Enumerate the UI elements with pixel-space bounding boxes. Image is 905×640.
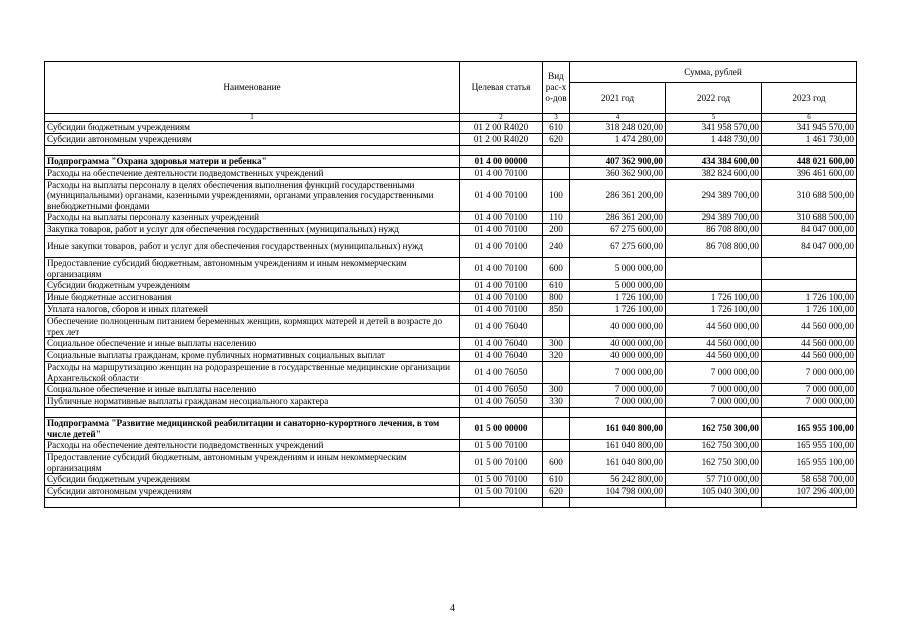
row-sum-2023: 341 945 570,00	[762, 122, 857, 134]
row-target-article: 01 5 00 70100	[460, 486, 543, 498]
row-sum-2022: 105 040 300,00	[666, 486, 762, 498]
row-expense-type: 610	[543, 474, 570, 486]
row-sum-2022: 341 958 570,00	[666, 122, 762, 134]
row-target-article: 01 5 00 70100	[460, 440, 543, 452]
row-sum-2023: 165 955 100,00	[762, 418, 857, 440]
column-number: 2	[460, 114, 543, 122]
row-expense-type	[543, 362, 570, 384]
row-sum-2023: 44 560 000,00	[762, 338, 857, 350]
row-sum-2022: 86 708 800,00	[666, 236, 762, 258]
row-expense-type: 850	[543, 304, 570, 316]
row-sum-2021: 40 000 000,00	[570, 350, 666, 362]
blank-row	[45, 498, 857, 508]
row-expense-type	[543, 408, 570, 418]
column-number: 1	[45, 114, 460, 122]
row-sum-2021: 40 000 000,00	[570, 338, 666, 350]
row-expense-type: 200	[543, 224, 570, 236]
header-name: Наименование	[45, 62, 460, 114]
row-sum-2022: 162 750 300,00	[666, 418, 762, 440]
row-sum-2021: 40 000 000,00	[570, 316, 666, 338]
row-sum-2023: 396 461 600,00	[762, 168, 857, 180]
row-target-article: 01 4 00 76040	[460, 350, 543, 362]
row-target-article: 01 4 00 76040	[460, 316, 543, 338]
row-sum-2021: 161 040 800,00	[570, 440, 666, 452]
row-target-article: 01 4 00 70100	[460, 258, 543, 280]
row-target-article: 01 4 00 70100	[460, 292, 543, 304]
row-target-article: 01 4 00 70100	[460, 236, 543, 258]
table-row	[45, 452, 857, 474]
row-target-article: 01 2 00 R4020	[460, 134, 543, 146]
row-target-article: 01 2 00 R4020	[460, 122, 543, 134]
row-sum-2021: 318 248 020,00	[570, 122, 666, 134]
table-row	[45, 292, 857, 304]
row-sum-2022: 382 824 600,00	[666, 168, 762, 180]
row-sum-2021: 67 275 600,00	[570, 224, 666, 236]
row-sum-2022: 7 000 000,00	[666, 396, 762, 408]
table-row	[45, 440, 857, 452]
header-year-2023: 2023 год	[762, 83, 857, 114]
table-row	[45, 224, 857, 236]
row-expense-type: 610	[543, 280, 570, 292]
row-sum-2021: 7 000 000,00	[570, 384, 666, 396]
row-name: Публичные нормативные выплаты гражданам несоциального характера	[45, 396, 460, 408]
row-name: Расходы на выплаты персоналу в целях обеспечения выполнения функций государственными (муниципальными) органами, казенными учреждениями, органами управления государственными внебюджетными фондами	[45, 180, 460, 212]
row-sum-2021: 1 726 100,00	[570, 304, 666, 316]
row-name: Субсидии бюджетным учреждениям	[45, 280, 460, 292]
header-year-2021: 2021 год	[570, 83, 666, 114]
row-name: Социальное обеспечение и иные выплаты населению	[45, 338, 460, 350]
table-row	[45, 384, 857, 396]
row-expense-type: 600	[543, 452, 570, 474]
row-sum-2023: 1 726 100,00	[762, 304, 857, 316]
row-sum-2021: 7 000 000,00	[570, 396, 666, 408]
row-target-article: 01 4 00 70100	[460, 168, 543, 180]
row-name: Социальные выплаты гражданам, кроме публичных нормативных социальных выплат	[45, 350, 460, 362]
row-sum-2022: 57 710 000,00	[666, 474, 762, 486]
table-row	[45, 236, 857, 258]
row-target-article: 01 4 00 00000	[460, 156, 543, 168]
table-row	[45, 168, 857, 180]
table-row	[45, 350, 857, 362]
row-sum-2022: 44 560 000,00	[666, 316, 762, 338]
row-expense-type: 300	[543, 384, 570, 396]
row-expense-type: 300	[543, 338, 570, 350]
row-expense-type: 620	[543, 134, 570, 146]
table-row	[45, 122, 857, 134]
subprogram-row	[45, 156, 857, 168]
row-sum-2023: 44 560 000,00	[762, 316, 857, 338]
row-name: Иные закупки товаров, работ и услуг для обеспечения государственных (муниципальных) нужд	[45, 236, 460, 258]
table-row	[45, 258, 857, 280]
row-name	[45, 408, 460, 418]
row-expense-type	[543, 316, 570, 338]
row-sum-2023: 107 296 400,00	[762, 486, 857, 498]
table-row	[45, 396, 857, 408]
row-sum-2021: 286 361 200,00	[570, 180, 666, 212]
column-number: 4	[570, 114, 666, 122]
row-name: Закупка товаров, работ и услуг для обеспечения государственных (муниципальных) нужд	[45, 224, 460, 236]
row-sum-2023: 165 955 100,00	[762, 440, 857, 452]
row-sum-2022: 1 726 100,00	[666, 292, 762, 304]
row-sum-2023: 7 000 000,00	[762, 362, 857, 384]
row-expense-type: 240	[543, 236, 570, 258]
table-row	[45, 304, 857, 316]
row-sum-2023: 1 461 730,00	[762, 134, 857, 146]
row-target-article: 01 5 00 00000	[460, 418, 543, 440]
row-expense-type	[543, 168, 570, 180]
row-sum-2022	[666, 280, 762, 292]
row-sum-2022	[666, 258, 762, 280]
row-expense-type: 320	[543, 350, 570, 362]
row-target-article: 01 5 00 70100	[460, 474, 543, 486]
header-year-2022: 2022 год	[666, 83, 762, 114]
row-name: Предоставление субсидий бюджетным, автономным учреждениям и иным некоммерческим организациям	[45, 452, 460, 474]
row-sum-2021: 161 040 800,00	[570, 452, 666, 474]
row-target-article: 01 4 00 70100	[460, 180, 543, 212]
budget-table	[44, 61, 857, 508]
row-sum-2022	[666, 146, 762, 156]
row-expense-type: 800	[543, 292, 570, 304]
row-target-article: 01 4 00 70100	[460, 304, 543, 316]
table-row	[45, 362, 857, 384]
row-sum-2021: 67 275 600,00	[570, 236, 666, 258]
row-target-article: 01 4 00 70100	[460, 280, 543, 292]
table-row	[45, 280, 857, 292]
row-name: Обеспечение полноценным питанием беременных женщин, кормящих матерей и детей в возрасте до трех лет	[45, 316, 460, 338]
row-sum-2023: 310 688 500,00	[762, 212, 857, 224]
row-sum-2021: 5 000 000,00	[570, 280, 666, 292]
row-sum-2021: 104 798 000,00	[570, 486, 666, 498]
row-target-article: 01 4 00 70100	[460, 212, 543, 224]
row-name: Предоставление субсидий бюджетным, автономным учреждениям и иным некоммерческим организациям	[45, 258, 460, 280]
row-sum-2021: 5 000 000,00	[570, 258, 666, 280]
row-target-article: 01 4 00 70100	[460, 224, 543, 236]
row-expense-type: 330	[543, 396, 570, 408]
header-expense-type: Вид рас-хо-дов	[543, 62, 570, 114]
row-sum-2023: 310 688 500,00	[762, 180, 857, 212]
row-sum-2022: 7 000 000,00	[666, 362, 762, 384]
row-target-article	[460, 146, 543, 156]
row-expense-type	[543, 418, 570, 440]
row-sum-2021: 407 362 900,00	[570, 156, 666, 168]
row-expense-type	[543, 440, 570, 452]
row-sum-2022: 86 708 800,00	[666, 224, 762, 236]
row-expense-type	[543, 498, 570, 508]
row-sum-2022	[666, 408, 762, 418]
row-sum-2023: 1 726 100,00	[762, 292, 857, 304]
row-name: Подпрограмма "Развитие медицинской реабилитации и санаторно-курортного лечения, в том числе детей"	[45, 418, 460, 440]
row-sum-2021	[570, 408, 666, 418]
row-sum-2021: 161 040 800,00	[570, 418, 666, 440]
row-name: Расходы на выплаты персоналу казенных учреждений	[45, 212, 460, 224]
table-row	[45, 474, 857, 486]
row-name: Расходы на обеспечение деятельности подведомственных учреждений	[45, 440, 460, 452]
row-name: Субсидии бюджетным учреждениям	[45, 474, 460, 486]
row-sum-2022: 294 389 700,00	[666, 212, 762, 224]
row-expense-type: 100	[543, 180, 570, 212]
row-sum-2023: 448 021 600,00	[762, 156, 857, 168]
row-name	[45, 498, 460, 508]
table-row	[45, 486, 857, 498]
row-sum-2022: 44 560 000,00	[666, 350, 762, 362]
table-row	[45, 316, 857, 338]
row-target-article: 01 4 00 76050	[460, 396, 543, 408]
row-name: Субсидии автономным учреждениям	[45, 134, 460, 146]
table-row	[45, 180, 857, 212]
row-expense-type	[543, 156, 570, 168]
blank-row	[45, 408, 857, 418]
row-expense-type	[543, 146, 570, 156]
blank-row	[45, 146, 857, 156]
row-target-article: 01 5 00 70100	[460, 452, 543, 474]
row-sum-2023: 7 000 000,00	[762, 384, 857, 396]
row-sum-2023	[762, 498, 857, 508]
row-target-article: 01 4 00 76050	[460, 362, 543, 384]
row-expense-type: 610	[543, 122, 570, 134]
row-sum-2022: 7 000 000,00	[666, 384, 762, 396]
row-sum-2023	[762, 146, 857, 156]
row-sum-2022: 162 750 300,00	[666, 440, 762, 452]
row-sum-2022	[666, 498, 762, 508]
table-body	[45, 122, 857, 508]
row-sum-2022: 1 726 100,00	[666, 304, 762, 316]
header-sum: Сумма, рублей	[570, 62, 857, 83]
row-name: Уплата налогов, сборов и иных платежей	[45, 304, 460, 316]
header-target-article: Целевая статья	[460, 62, 543, 114]
row-sum-2022: 162 750 300,00	[666, 452, 762, 474]
row-sum-2021: 1 474 280,00	[570, 134, 666, 146]
row-name: Расходы на маршрутизацию женщин на родоразрешение в государственные медицинские организации Архангельской области	[45, 362, 460, 384]
column-number: 5	[666, 114, 762, 122]
row-sum-2021: 360 362 900,00	[570, 168, 666, 180]
row-target-article	[460, 498, 543, 508]
column-number: 3	[543, 114, 570, 122]
subprogram-row	[45, 418, 857, 440]
row-name: Подпрограмма "Охрана здоровья матери и ребенка"	[45, 156, 460, 168]
row-name: Социальное обеспечение и иные выплаты населению	[45, 384, 460, 396]
row-expense-type: 620	[543, 486, 570, 498]
row-name: Субсидии бюджетным учреждениям	[45, 122, 460, 134]
row-sum-2023: 84 047 000,00	[762, 236, 857, 258]
row-sum-2023: 44 560 000,00	[762, 350, 857, 362]
table-row	[45, 338, 857, 350]
row-sum-2021: 286 361 200,00	[570, 212, 666, 224]
row-sum-2021: 7 000 000,00	[570, 362, 666, 384]
row-sum-2021: 56 242 800,00	[570, 474, 666, 486]
row-sum-2023: 58 658 700,00	[762, 474, 857, 486]
row-expense-type: 110	[543, 212, 570, 224]
table-row	[45, 212, 857, 224]
row-sum-2023	[762, 408, 857, 418]
row-name	[45, 146, 460, 156]
row-sum-2022: 44 560 000,00	[666, 338, 762, 350]
row-sum-2022: 1 448 730,00	[666, 134, 762, 146]
row-name: Иные бюджетные ассигнования	[45, 292, 460, 304]
row-name: Субсидии автономным учреждениям	[45, 486, 460, 498]
table-row	[45, 134, 857, 146]
row-sum-2023: 84 047 000,00	[762, 224, 857, 236]
row-sum-2022: 294 389 700,00	[666, 180, 762, 212]
page-number: 4	[450, 603, 455, 614]
row-expense-type: 600	[543, 258, 570, 280]
row-name: Расходы на обеспечение деятельности подведомственных учреждений	[45, 168, 460, 180]
row-target-article: 01 4 00 76040	[460, 338, 543, 350]
row-target-article	[460, 408, 543, 418]
row-sum-2021	[570, 498, 666, 508]
row-target-article: 01 4 00 76050	[460, 384, 543, 396]
row-sum-2023	[762, 280, 857, 292]
row-sum-2022: 434 384 600,00	[666, 156, 762, 168]
row-sum-2023	[762, 258, 857, 280]
row-sum-2023: 7 000 000,00	[762, 396, 857, 408]
row-sum-2021	[570, 146, 666, 156]
row-sum-2021: 1 726 100,00	[570, 292, 666, 304]
row-sum-2023: 165 955 100,00	[762, 452, 857, 474]
column-number: 6	[762, 114, 857, 122]
